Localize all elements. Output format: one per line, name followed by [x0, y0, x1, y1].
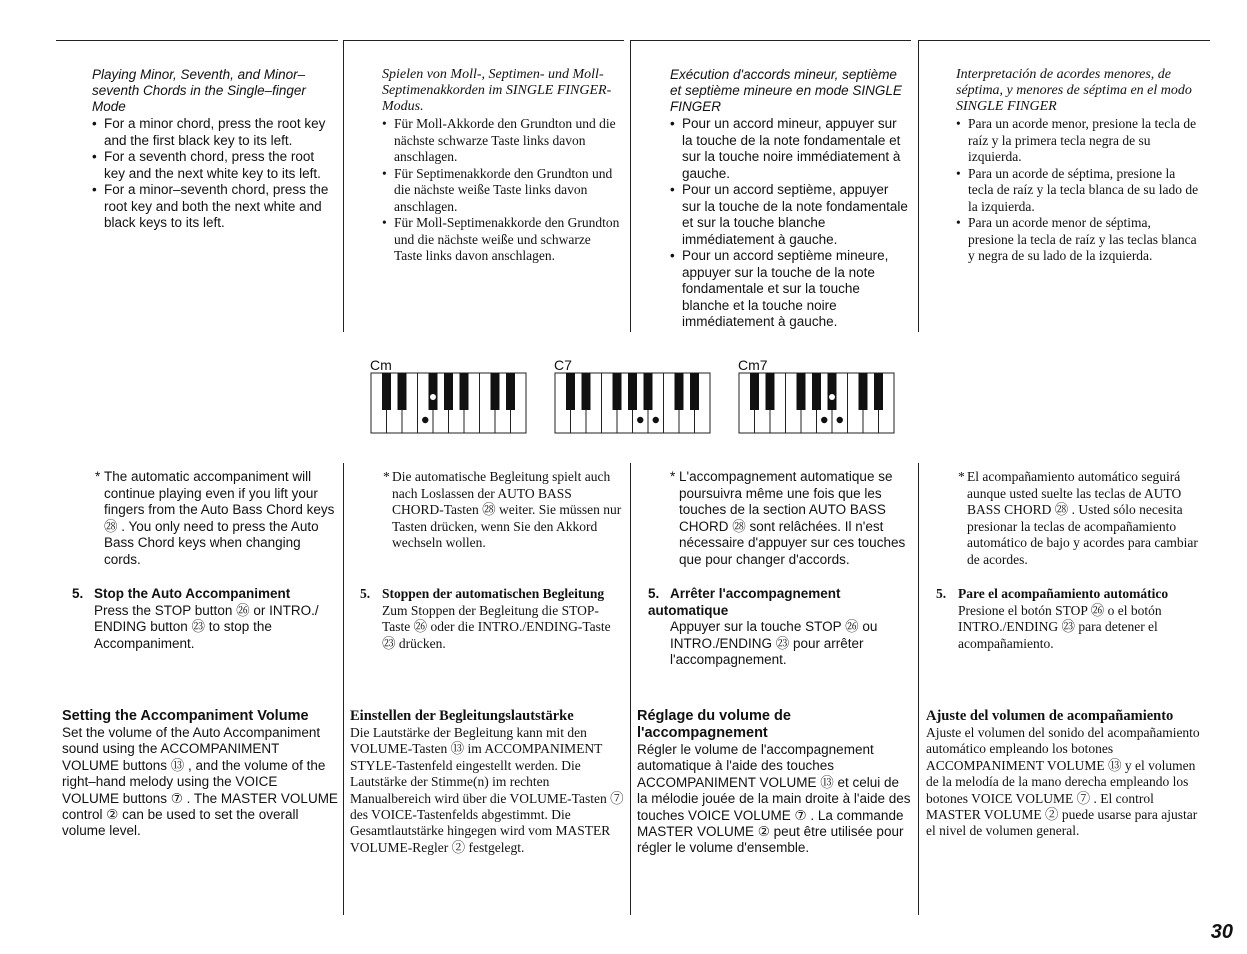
top-rule	[918, 40, 1210, 41]
black-key	[812, 373, 821, 410]
pressed-key-dot	[829, 394, 835, 400]
step-number: 5.	[360, 586, 371, 601]
bullet-seventh: • For a seventh chord, press the root key and the next white key to its left.	[92, 149, 338, 182]
note-paragraph: * L'accompagnement automatique se poursuivra même une fois que les touches de la section AUTO BASS CHORD ㉘ sont relâchées. Il n'est nécessaire d'appuyer sur ces touches que pour changer d'accords.	[670, 469, 906, 567]
black-key	[429, 373, 438, 410]
note-paragraph: * El acompañamiento automático seguirá aunque usted suelte las teclas de AUTO BASS CHORD ㉘ . Usted sólo necesita presionar la teclas de acompañamiento automático de bajo y acordes para cambiar de acordes.	[958, 469, 1198, 567]
pressed-key-dot	[653, 417, 659, 423]
section-heading: Réglage du volume de l'accompagnement	[637, 708, 791, 741]
bullet-minor-seventh: • For a minor–seventh chord, press the root key and both the next white and black keys to its left.	[92, 182, 338, 232]
section-french	[637, 708, 911, 857]
step-title: Stop the Auto Accompaniment	[94, 586, 291, 601]
bullet-minor-seventh: • Für Moll-Septimenakkorde den Grundton und die nächste weiße und schwarze Taste links davon anschlagen.	[382, 215, 622, 265]
step-number: 5.	[936, 586, 947, 601]
section-spanish	[926, 708, 1206, 840]
black-key	[444, 373, 453, 410]
bullet-minor: • Pour un accord mineur, appuyer sur la touche de la note fondamentale et sur la touche noire immédiatement à gauche.	[670, 116, 910, 182]
top-rule	[56, 40, 338, 41]
black-key	[491, 373, 500, 410]
black-key	[566, 373, 575, 410]
column-english-bottom	[92, 469, 338, 568]
column-french-top	[670, 67, 910, 331]
black-key	[675, 373, 684, 410]
black-key	[859, 373, 868, 410]
section-body: Régler le volume de l'accompagnement automatique à l'aide des touches ACCOMPANIMENT VOLUME ⑬ et celui de la mélodie jouée de la main droite à l'aide des touches VOICE VOLUME ⑦ . La commande MASTER VOLUME ② peut être utilisée pour régler le volume d'ensemble.	[637, 742, 911, 856]
black-key	[582, 373, 591, 410]
heading-chords: Playing Minor, Seventh, and Minor–seventh Chords in the Single–finger Mode	[92, 67, 306, 114]
pressed-key-dot	[821, 417, 827, 423]
keyboard-diagram-cm	[370, 372, 528, 434]
bullet-minor: • Para un acorde menor, presione la tecla de raíz y la primera tecla negra de su izquierda.	[956, 116, 1200, 166]
top-rule	[344, 40, 624, 41]
step-english	[72, 584, 338, 652]
chord-bullet-list	[382, 116, 622, 265]
step-title: Arrêter l'accompagnement automatique	[648, 586, 841, 618]
bullet-minor: • Für Moll-Akkorde den Grundton und die nächste schwarze Taste links davon anschlagen.	[382, 116, 622, 166]
black-key	[628, 373, 637, 410]
black-key	[644, 373, 653, 410]
step-body: Appuyer sur la touche STOP ㉖ ou INTRO./ENDING ㉓ pour arrêter l'accompagnement.	[670, 619, 878, 667]
bullet-minor: • For a minor chord, press the root key and the first black key to its left.	[92, 116, 338, 149]
step-body: Press the STOP button ㉖ or INTRO./ ENDING button ㉓ to stop the Accompaniment.	[94, 602, 319, 651]
keyboard-diagram-c7	[554, 372, 712, 434]
black-key	[460, 373, 469, 410]
pressed-key-dot	[637, 417, 643, 423]
black-key	[828, 373, 837, 410]
note-paragraph: * The automatic accompaniment will continue playing even if you lift your fingers from the Auto Bass Chord keys ㉘ . You only need to press the Auto Bass Chord keys when changing cords.	[95, 469, 335, 567]
column-divider	[630, 40, 631, 332]
keyboard-label-c7: C7	[554, 357, 572, 373]
column-german-bottom	[380, 469, 624, 552]
heading-chords: Exécution d'accords mineur, septième et septième mineure en mode SINGLE FINGER	[670, 67, 902, 114]
pressed-key-dot	[422, 417, 428, 423]
black-key	[398, 373, 407, 410]
keyboard-label-cm7: Cm7	[738, 357, 768, 373]
bullet-seventh: • Pour un accord septième, appuyer sur la touche de la note fondamentale et sur la touche blanche immédiatement à gauche.	[670, 182, 910, 248]
step-title: Stoppen der automatischen Begleitung	[382, 586, 605, 601]
note-text: The automatic accompaniment will continue playing even if you lift your fingers from the Auto Bass Chord keys ㉘ . You only need to press the Auto Bass Chord keys when changing cords.	[104, 469, 335, 567]
chord-bullet-list	[92, 116, 338, 232]
keyboard-label-cm: Cm	[370, 357, 392, 373]
black-key	[797, 373, 806, 410]
bullet-seventh: • Für Septimenakkorde den Grundton und die nächste weiße Taste links davon anschlagen.	[382, 166, 622, 216]
section-english	[62, 708, 338, 840]
column-divider	[343, 463, 344, 915]
step-body: Zum Stoppen der Begleitung die STOP-Taste ㉖ oder die INTRO./ENDING-Taste ㉓ drücken.	[382, 602, 611, 651]
page-number: 30	[1210, 921, 1233, 943]
column-divider	[918, 463, 919, 915]
step-french	[648, 584, 910, 669]
black-key	[750, 373, 759, 410]
heading-chords: Interpretación de acordes menores, de séptima, y menores de séptima en el modo SINGLE FINGER	[956, 67, 1192, 114]
column-english-top	[92, 67, 338, 232]
section-german	[350, 708, 624, 856]
black-key	[506, 373, 515, 410]
black-key	[874, 373, 883, 410]
section-heading: Setting the Accompaniment Volume	[62, 708, 309, 724]
section-body: Ajuste el volumen del sonido del acompañamiento automático empleando los botones ACCOMPANIMENT VOLUME ⑬ y el volumen de la melodía de la mano derecha empleando los botones VOICE VOLUME ⑦ . El control MASTER VOLUME ② puede usarse para ajustar el nivel de volumen general.	[926, 725, 1200, 839]
column-spanish-bottom	[955, 469, 1205, 568]
note-text: Die automatische Begleitung spielt auch nach Loslassen der AUTO BASS CHORD-Tasten ㉘ weiter. Sie müssen nur Tasten drücken, wenn Sie den Akkord wechseln wollen.	[392, 469, 622, 550]
black-key	[690, 373, 699, 410]
note-text: L'accompagnement automatique se poursuivra même une fois que les touches de la section AUTO BASS CHORD ㉘ sont relâchées. Il n'est nécessaire d'appuyer sur ces touches que pour changer d'accords.	[679, 469, 906, 567]
column-spanish-top	[956, 67, 1200, 265]
bullet-seventh: • Para un acorde de séptima, presione la tecla de raíz y la tecla blanca de su lado de la izquierda.	[956, 166, 1200, 216]
black-key	[613, 373, 622, 410]
column-divider	[630, 463, 631, 915]
note-text: El acompañamiento automático seguirá aunque usted suelte las teclas de AUTO BASS CHORD ㉘ . Usted sólo necesita presionar la teclas de acompañamiento automático de bajo y acordes para cambiar de acordes.	[967, 469, 1198, 567]
column-divider	[918, 40, 919, 332]
section-heading: Ajuste del volumen de acompañamiento	[926, 708, 1174, 724]
pressed-key-dot	[837, 417, 843, 423]
step-number: 5.	[648, 586, 660, 601]
column-french-bottom	[667, 469, 911, 568]
black-key	[382, 373, 391, 410]
step-number: 5.	[72, 586, 84, 601]
note-paragraph: * Die automatische Begleitung spielt auch nach Loslassen der AUTO BASS CHORD-Tasten ㉘ weiter. Sie müssen nur Tasten drücken, wenn Sie den Akkord wechseln wollen.	[383, 469, 622, 550]
section-body: Die Lautstärke der Begleitung kann mit den VOLUME-Tasten ⑬ im ACCOMPANIMENT STYLE-Tastenfeld eingestellt werden. Die Lautstärke der Stimme(n) im rechten Manualbereich wird über die VOLUME-Tasten ⑦ des VOICE-Tastenfelds abgestimmt. Die Gesamtlautstärke hingegen wird vom MASTER VOLUME-Regler ② festgelegt.	[350, 725, 624, 855]
column-german-top	[382, 67, 622, 265]
bullet-minor-seventh: • Pour un accord septième mineure, appuyer sur la touche de la note fondamentale et sur la touche blanche et la touche noire immédiatement à gauche.	[670, 248, 910, 331]
bullet-minor-seventh: • Para un acorde menor de séptima, presione la tecla de raíz y las teclas blanca y negra de su lado de la izquierda.	[956, 215, 1200, 265]
column-divider	[343, 40, 344, 332]
step-german	[360, 584, 622, 652]
keyboard-diagram-cm7	[738, 372, 896, 434]
chord-bullet-list	[956, 116, 1200, 265]
top-rule	[631, 40, 911, 41]
step-body: Presione el botón STOP ㉖ o el botón INTRO./ENDING ㉓ para detener el acompañamiento.	[958, 602, 1162, 651]
section-heading: Einstellen der Begleitungslautstärke	[350, 708, 574, 724]
step-spanish	[936, 584, 1204, 652]
black-key	[766, 373, 775, 410]
heading-chords: Spielen von Moll-, Septimen- und Moll-Septimenakkorden im SINGLE FINGER-Modus.	[382, 67, 612, 114]
chord-bullet-list	[670, 116, 910, 331]
section-body: Set the volume of the Auto Accompaniment sound using the ACCOMPANIMENT VOLUME buttons ⑬ , and the volume of the right–hand melody using the VOICE VOLUME buttons ⑦ . The MASTER VOLUME control ② can be used to set the overall volume level.	[62, 725, 338, 839]
step-title: Pare el acompañamiento automático	[958, 586, 1169, 601]
pressed-key-dot	[430, 394, 436, 400]
